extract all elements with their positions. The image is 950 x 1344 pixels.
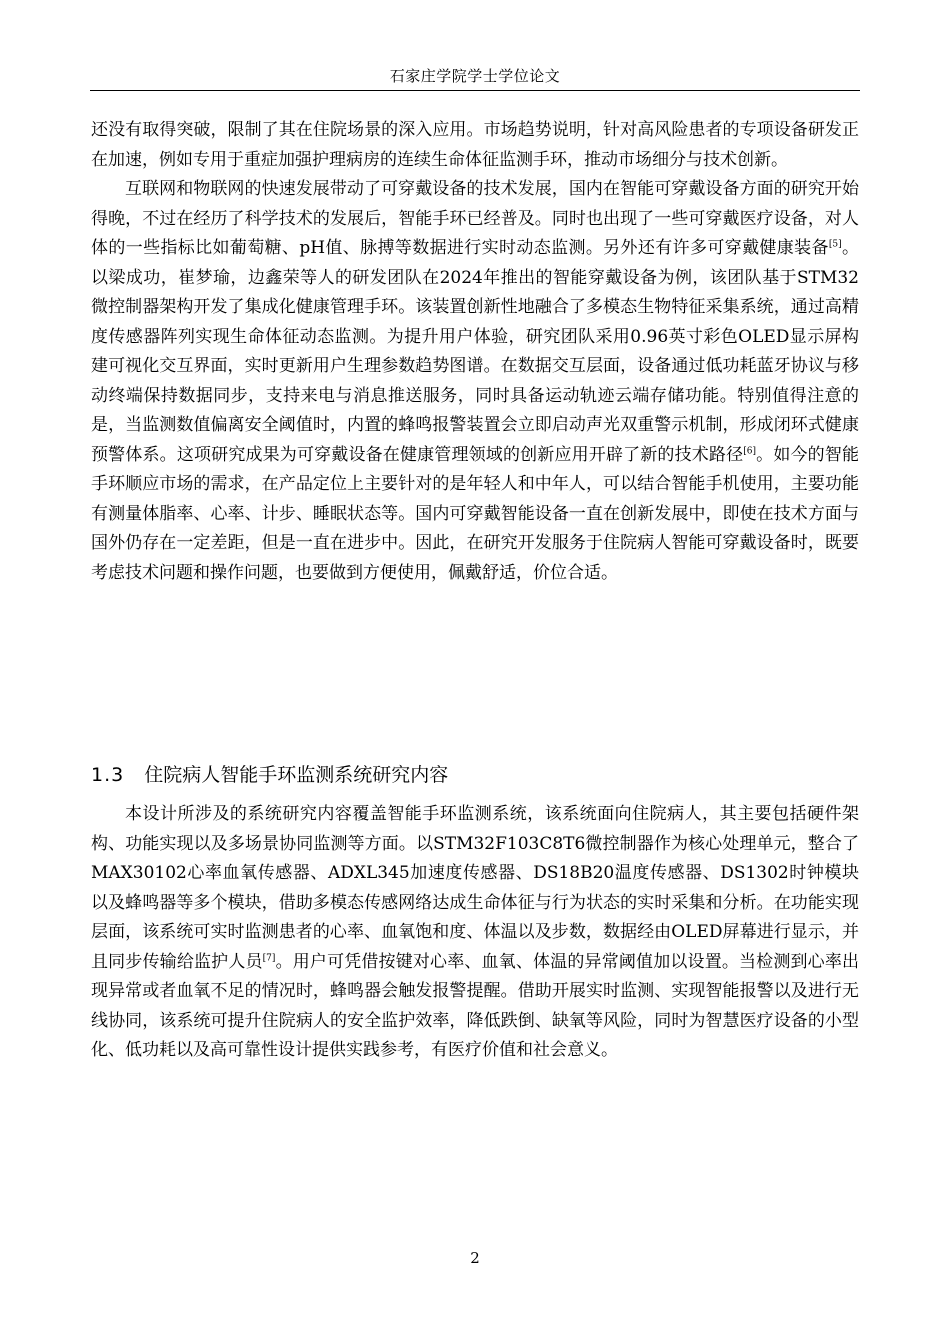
section-title: 住院病人智能手环监测系统研究内容 [144,764,449,786]
citation-ref-6: [6] [743,445,757,456]
citation-ref-7: [7] [262,952,276,963]
paragraph-domestic-research [91,175,859,588]
section-number: 1.3 [91,764,125,786]
citation-ref-5: [5] [828,239,842,250]
body-block-upper [91,116,859,588]
paragraph-3-text-b: 。用户可凭借按键对心率、血氧、体温的异常阈值加以设置。当检测到心率出现异常或者血氧不足的情况时，蜂鸣器会触发报警提醒。借助开展实时监测、实现智能报警以及进行无线协同，该系统可提升住院病人的安全监护效率，降低跌倒、缺氧等风险，同时为智慧医疗设备的小型化、低功耗以及高可靠性设计提供实践参考，有医疗价值和社会意义。 [91,951,860,1060]
paragraph-3-text-a: 本设计所涉及的系统研究内容覆盖智能手环监测系统，该系统面向住院病人，其主要包括硬件架构、功能实现以及多场景协同监测等方面。以STM32F103C8T6微控制器作为核心处理单元，整合了MAX30102心率血氧传感器、ADXL345加速度传感器、DS18B20温度传感器、DS1302时钟模块以及蜂鸣器等多个模块，借助多模态传感网络达成生命体征与行为状态的实时采集和分析。在功能实现层面，该系统可实时监测患者的心率、血氧饱和度、体温以及步数，数据经由OLED屏幕进行显示，并且同步传输给监护人员 [91,804,859,972]
page-number: 2 [470,1249,480,1267]
section-heading [91,762,448,788]
paragraph-2-text-b: 。以梁成功，崔梦瑜，边鑫荣等人的研发团队在2024年推出的智能穿戴设备为例，该团队基于STM32微控制器架构开发了集成化健康管理手环。该装置创新性地融合了多模态生物特征采集系统，通过高精度传感器阵列实现生命体征动态监测。为提升用户体验，研究团队采用0.96英寸彩色OLED显示屏构建可视化交互界面，实时更新用户生理参数趋势图谱。在数据交互层面，设备通过低功耗蓝牙协议与移动终端保持数据同步，支持来电与消息推送服务，同时具备运动轨迹云端存储功能。特别值得注意的是，当监测数值偏离安全阈值时，内置的蜂鸣报警装置会立即启动声光双重警示机制，形成闭环式健康预警体系。这项研究成果为可穿戴设备在健康管理领域的创新应用开辟了新的技术路径 [91,238,860,465]
paragraph-research-content [91,800,859,1066]
paragraph-2-text-a: 互联网和物联网的快速发展带动了可穿戴设备的技术发展，国内在智能可穿戴设备方面的研究开始得晚，不过在经历了科学技术的发展后，智能手环已经普及。同时也出现了一些可穿戴医疗设备，对人体的一些指标比如葡萄糖、pH值、脉搏等数据进行实时动态监测。另外还有许多可穿戴健康装备 [91,179,859,258]
running-header: 石家庄学院学士学位论文 [389,67,561,85]
header-rule [90,90,860,91]
paragraph-continuation [91,116,859,175]
body-block-lower [91,800,859,1066]
paragraph-2-text-c: 。如今的智能手环顺应市场的需求，在产品定位上主要针对的是年轻人和中年人，可以结合智能手机使用，主要功能有测量体脂率、心率、计步、睡眠状态等。国内可穿戴智能设备一直在创新发展中，即使在技术方面与国外仍存在一定差距，但是一直在进步中。因此，在研究开发服务于住院病人智能可穿戴设备时，既要考虑技术问题和操作问题，也要做到方便使用，佩戴舒适，价位合适。 [91,444,860,583]
paragraph-1-text: 还没有取得突破，限制了其在住院场景的深入应用。市场趋势说明，针对高风险患者的专项设备研发正在加速，例如专用于重症加强护理病房的连续生命体征监测手环，推动市场细分与技术创新。 [91,120,859,170]
